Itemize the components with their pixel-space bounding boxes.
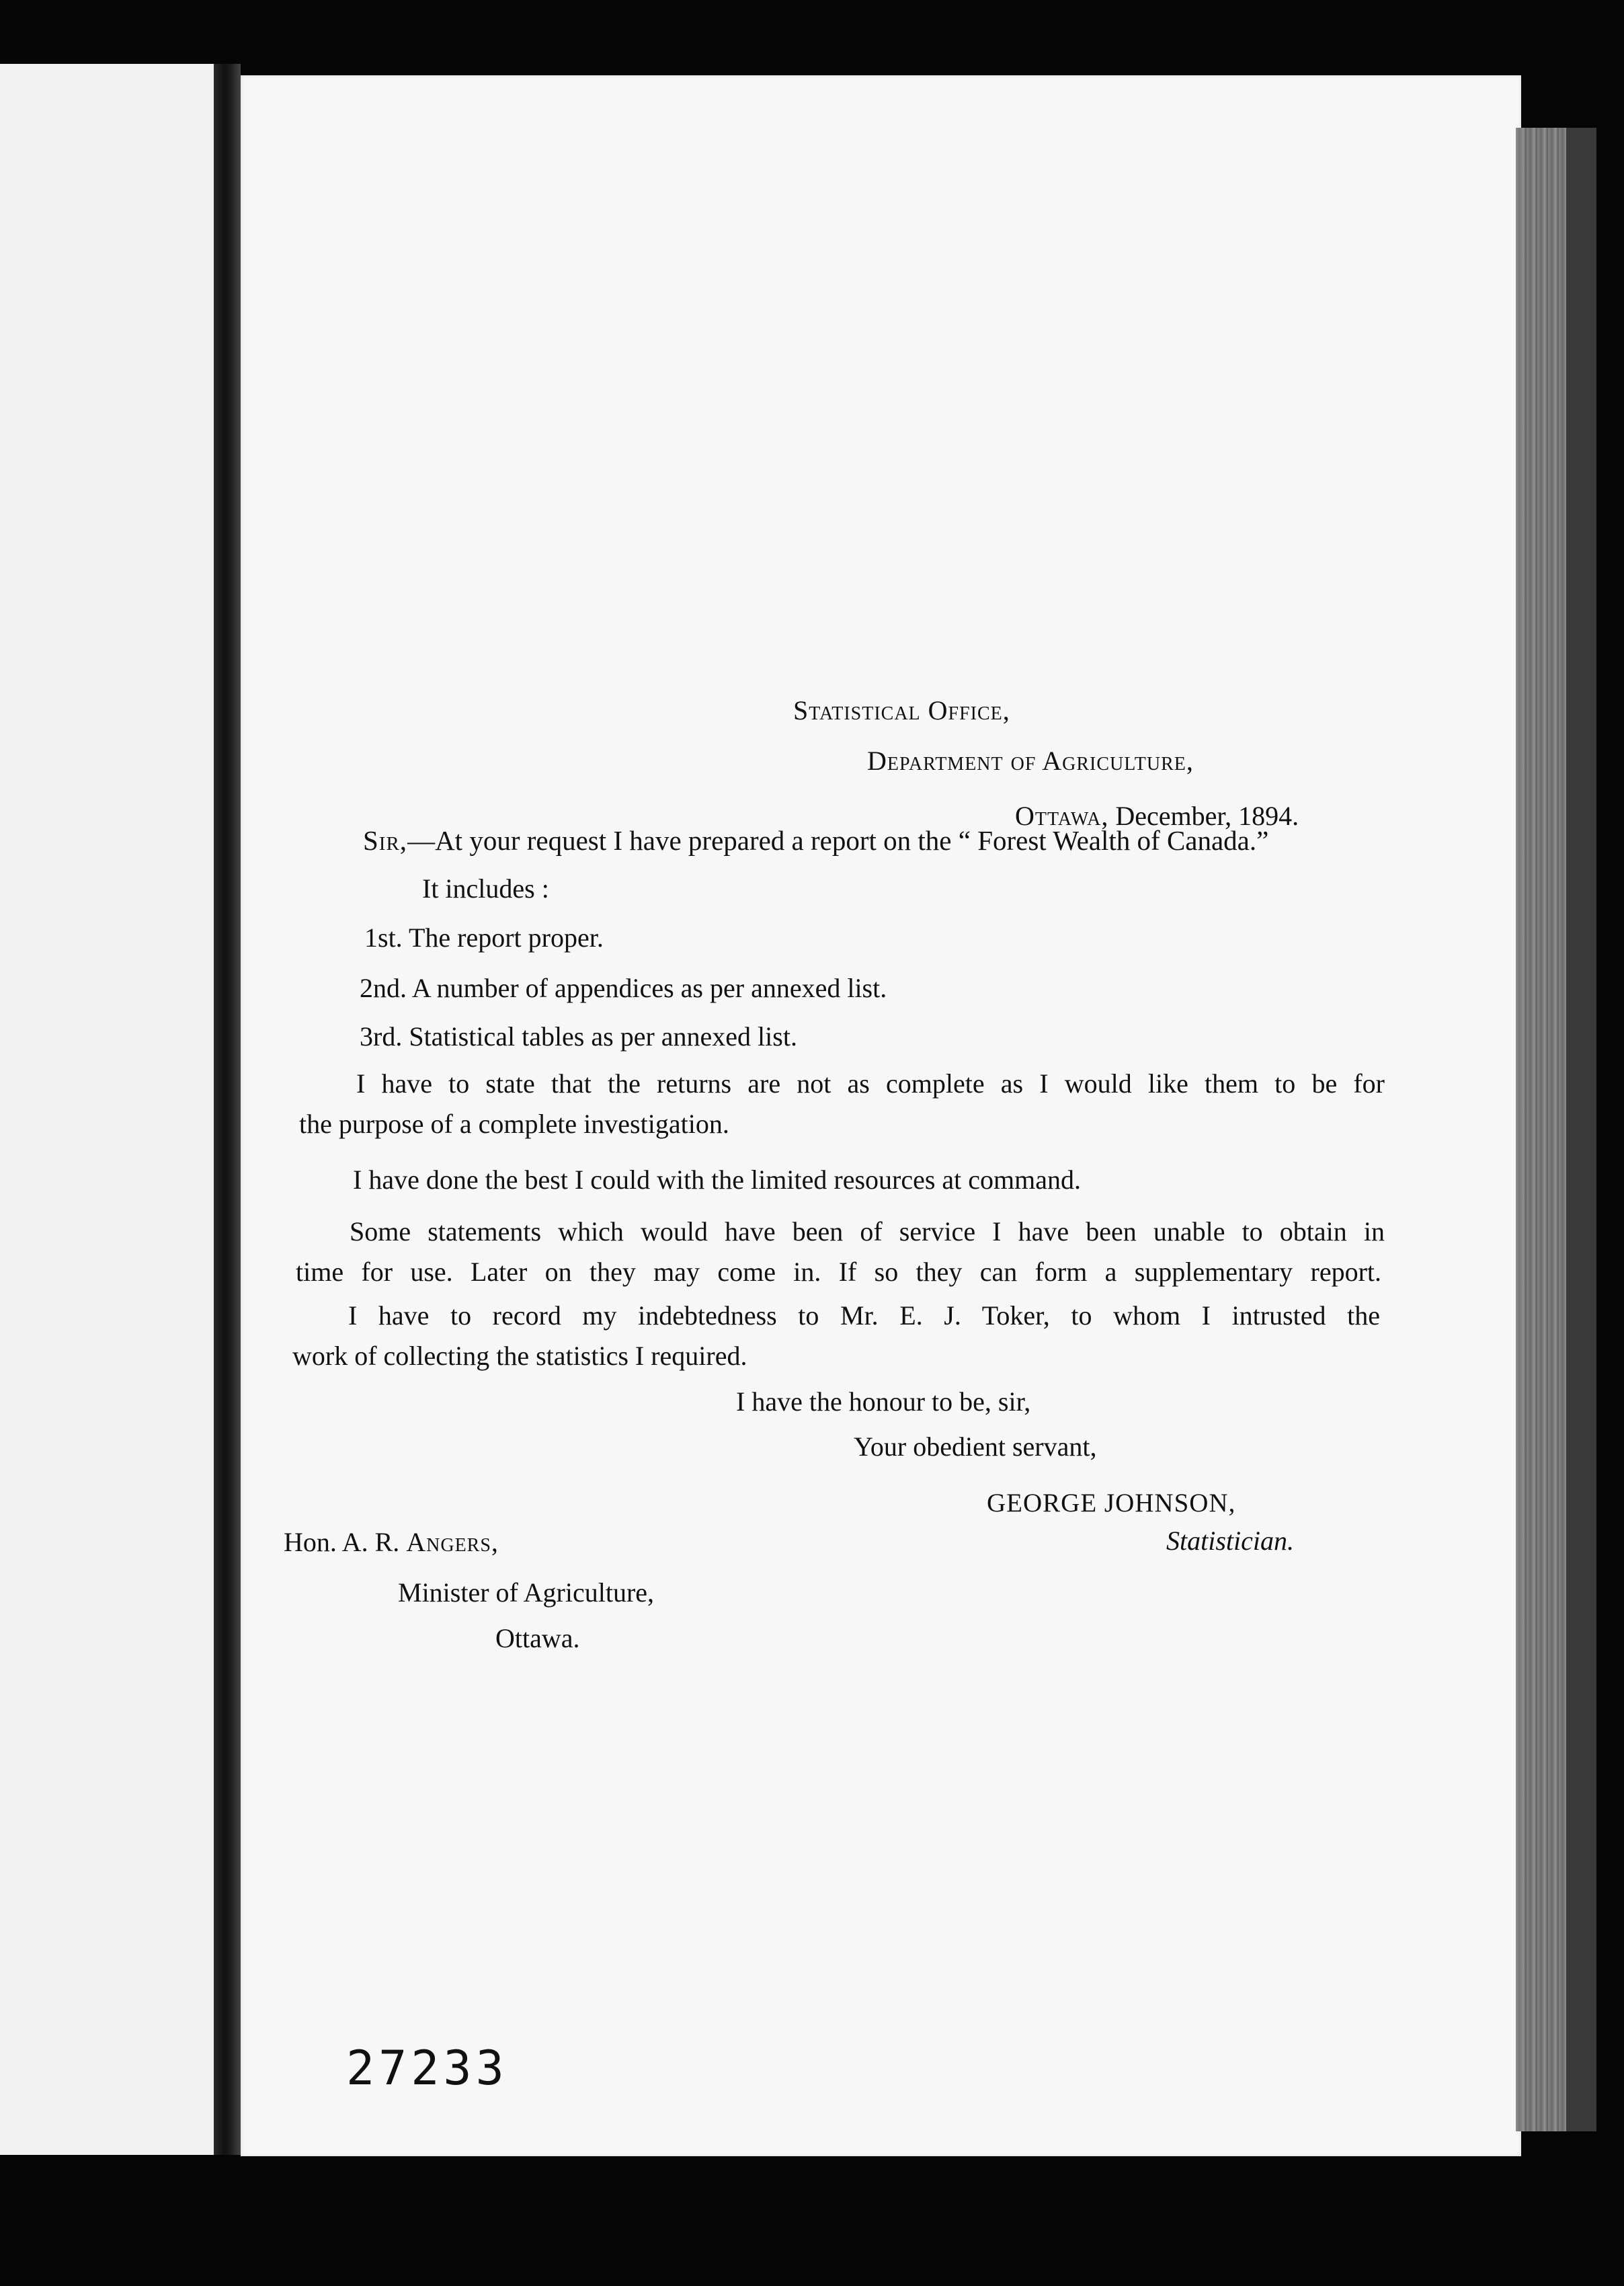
handwritten-number: 27233 (346, 2041, 508, 2096)
letter-opening (363, 826, 1268, 856)
page-edge-shadow (1566, 128, 1596, 2131)
opening-line-2: It includes : (422, 873, 549, 904)
closing-line-2: Your obedient servant, (854, 1431, 1097, 1462)
para3-line2: time for use. Later on they may come in. If so they can form a supplementary report. (296, 1257, 1381, 1287)
addressee-surname: Angers, (406, 1527, 499, 1557)
addressee-city: Ottawa. (495, 1623, 580, 1653)
list-item-3: 3rd. Statistical tables as per annexed list. (360, 1021, 797, 1052)
list-item-1: 1st. The report proper. (364, 922, 604, 953)
para4-line2: work of collecting the statistics I required. (292, 1341, 747, 1371)
header-place: Ottawa, (1015, 801, 1109, 831)
para3-line1: Some statements which would have been of service I have been unable to obtain in (350, 1216, 1385, 1247)
book-gutter (214, 64, 241, 2155)
signature-name: GEORGE JOHNSON, (987, 1489, 1236, 1518)
addressee-prefix: Hon. A. R. (284, 1527, 400, 1557)
para4-line1: I have to record my indebtedness to Mr. E. J. Toker, to whom I intrusted the (348, 1300, 1380, 1331)
addressee-name (284, 1528, 499, 1557)
header-department: Department of Agriculture, (867, 746, 1194, 776)
closing-line-1: I have the honour to be, sir, (736, 1386, 1031, 1417)
opening-line-1: —At your request I have prepared a report on the “ Forest Wealth of Canada.” (407, 825, 1269, 856)
para1-line1: I have to state that the returns are not as complete as I would like them to be for (356, 1068, 1385, 1099)
para2: I have done the best I could with the limited resources at command. (353, 1165, 1082, 1195)
header-date: December, 1894. (1115, 801, 1299, 831)
signature-title: Statistician. (1166, 1526, 1294, 1556)
header-office: Statistical Office, (793, 695, 1010, 725)
para1-line2: the purpose of a complete investigation. (299, 1109, 729, 1139)
left-page (0, 64, 222, 2155)
addressee-role: Minister of Agriculture, (398, 1577, 655, 1608)
salutation: Sir, (363, 825, 408, 856)
list-item-2: 2nd. A number of appendices as per annexed list. (360, 973, 887, 1003)
